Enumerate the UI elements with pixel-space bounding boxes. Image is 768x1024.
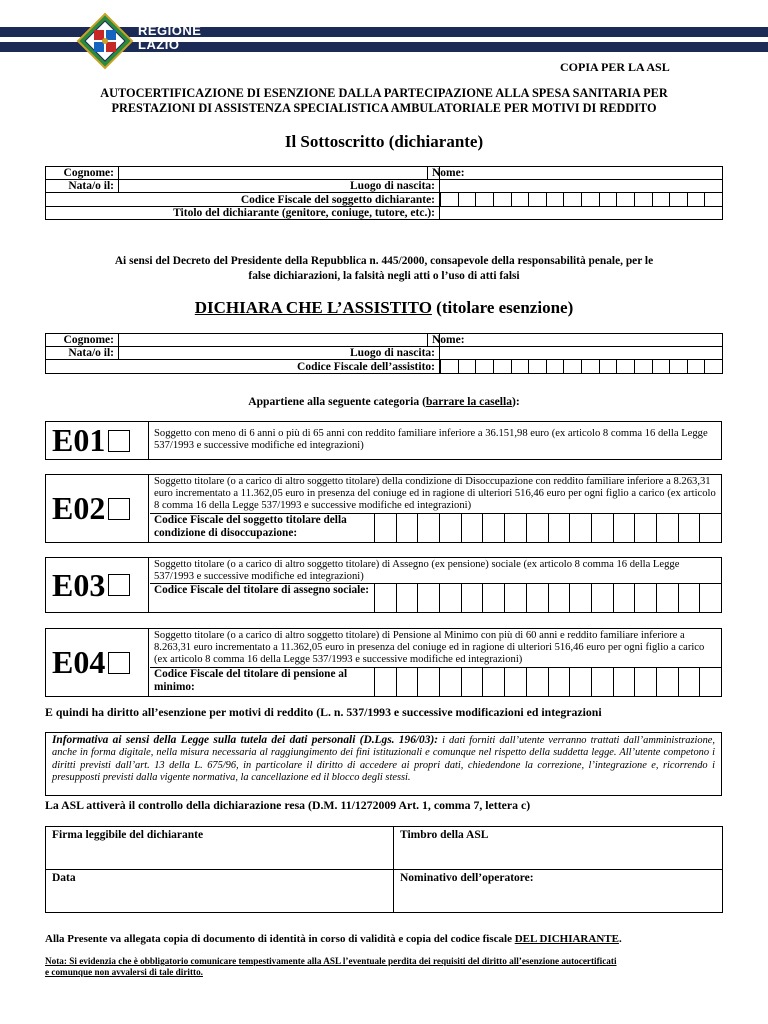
category-e02-cf-label: Codice Fiscale del soggetto titolare della condizione di disoccupazione:	[150, 514, 375, 542]
declarant-table	[45, 166, 723, 220]
signature-operatore-cell[interactable]	[394, 870, 723, 913]
privacy-body: i dati forniti dall’utente verranno trattati dall’amministrazione, anche in forma digitale, nella misura necessaria al raggiungimento dei fini istituzionali e comunque nel rispetto della suddetta legge. All’utente competono i diritti previsti dall’art. 13 della L. 675/96, in particolare il diritto di accedere ai propri dati, chiedendone la correzione, l’integrazione e, ricorrendo i presupposti previsti dalla vigente normativa, la cancellazione ed il blocco degli stessi.	[52, 735, 715, 783]
assisted-heading	[0, 298, 768, 318]
category-e02	[45, 474, 722, 543]
category-intro-suffix: ):	[512, 395, 520, 408]
assisted-heading-suffix: (titolare esenzione)	[431, 298, 574, 317]
declarant-titolo-label: Titolo del dichiarante (genitore, coniuge, tutore, etc.):	[46, 207, 440, 220]
category-e03-cf-row	[150, 583, 721, 612]
logo-wordmark	[138, 24, 201, 52]
assisted-cf-boxes[interactable]	[440, 360, 723, 374]
exemption-statement: E quindi ha diritto all’esenzione per motivi di reddito (L. n. 537/1993 e successive modificazioni ed integrazioni	[45, 705, 602, 719]
signature-table	[45, 826, 723, 913]
declarant-nome-field[interactable]	[440, 167, 723, 180]
category-e02-label: E02	[52, 490, 106, 526]
category-e01	[45, 421, 722, 460]
category-e03	[45, 557, 722, 613]
category-e02-cf-row	[150, 513, 721, 542]
category-e02-checkbox[interactable]	[108, 498, 130, 520]
category-e04-cf-row	[150, 667, 721, 696]
signature-firma-cell[interactable]	[46, 827, 394, 870]
assisted-cognome-field[interactable]	[119, 334, 428, 347]
category-e04-cf-label: Codice Fiscale del titolare di pensione al minimo:	[150, 668, 375, 696]
category-e02-cf-boxes[interactable]	[375, 514, 721, 542]
category-e04	[45, 628, 722, 697]
category-e04-code	[46, 629, 149, 696]
copy-label: COPIA PER LA ASL	[560, 60, 670, 74]
category-e01-checkbox[interactable]	[108, 430, 130, 452]
assisted-cf-label: Codice Fiscale dell’assistito:	[46, 360, 440, 374]
footer-note	[45, 956, 617, 978]
assisted-nato-label: Nata/o il:	[46, 347, 119, 360]
category-e01-desc: Soggetto con meno di 6 anni o più di 65 anni con reddito familiare inferiore a 36.151,98 euro (ex articolo 8 comma 16 della Legge 537/1993 e successive modifiche ed integrazioni)	[154, 428, 708, 451]
category-intro-prefix: Appartiene alla seguente categoria (	[248, 395, 426, 408]
assisted-heading-main: DICHIARA CHE L’ASSISTITO	[194, 298, 432, 317]
declarant-cf-boxes[interactable]	[440, 193, 723, 207]
assisted-nome-field[interactable]	[440, 334, 723, 347]
signature-timbro-label: Timbro della ASL	[400, 829, 489, 841]
form-title	[0, 86, 768, 116]
category-e03-cf-label: Codice Fiscale del titolare di assegno sociale:	[150, 584, 375, 612]
category-e01-label: E01	[52, 422, 106, 458]
declarant-luogo-label: Luogo di nascita:	[119, 180, 440, 193]
assisted-luogo-label: Luogo di nascita:	[119, 347, 440, 360]
declarant-titolo-field[interactable]	[440, 207, 723, 220]
category-e03-checkbox[interactable]	[108, 574, 130, 596]
category-intro-underlined: barrare la casella	[425, 395, 513, 408]
category-e02-code	[46, 475, 149, 542]
regione-lazio-logo	[77, 13, 133, 69]
category-e03-cf-boxes[interactable]	[375, 584, 721, 612]
signature-firma-label: Firma leggibile del dichiarante	[52, 829, 204, 841]
legal-statement	[40, 254, 728, 284]
declarant-luogo-field[interactable]	[440, 180, 723, 193]
category-e04-cf-boxes[interactable]	[375, 668, 721, 696]
category-e03-label: E03	[52, 566, 106, 603]
form-title-line-1: AUTOCERTIFICAZIONE DI ESENZIONE DALLA PARTECIPAZIONE ALLA SPESA SANITARIA PER	[100, 86, 668, 100]
attachment-suffix: .	[618, 933, 622, 945]
privacy-notice	[45, 732, 722, 796]
form-title-line-2: PRESTAZIONI DI ASSISTENZA SPECIALISTICA AMBULATORIALE PER MOTIVI DI REDDITO	[111, 101, 657, 115]
asl-control: La ASL attiverà il controllo della dichiarazione resa (D.M. 11/1272009 Art. 1, comma 7, lettera c)	[45, 798, 531, 812]
attachment-underlined: DEL DICHIARANTE	[514, 933, 619, 945]
category-e04-checkbox[interactable]	[108, 652, 130, 674]
signature-operatore-label: Nominativo dell’operatore:	[400, 872, 534, 884]
category-e03-code	[46, 558, 149, 612]
assisted-nome-text: Nome:	[432, 334, 465, 346]
legal-statement-line-2: false dichiarazioni, la falsità negli atti o l’uso di atti falsi	[248, 270, 520, 282]
attachment-note	[45, 933, 622, 945]
footer-note-line-2: e comunque non avvalersi di tale diritto.	[45, 967, 203, 977]
category-e02-desc: Soggetto titolare (o a carico di altro soggetto titolare) della condizione di Disoccupazione con reddito familiare inferiore a 8.263,31 euro incrementato a 11.362,05 euro in presenza del coniuge ed in ragione di ulteriori 516,46 euro per ogni figlio a carico (ex articolo 8 comma 16 della Legge 537/1993 e successive modifiche ed integrazioni)	[154, 476, 716, 511]
footer-note-line-1: Nota: Si evidenzia che è obbligatorio comunicare tempestivamente alla ASL l’eventuale perdita dei requisiti del diritto all’esenzione autocertificati	[45, 956, 617, 966]
declarant-nome-text: Nome:	[432, 167, 465, 179]
declarant-cf-label: Codice Fiscale del soggetto dichiarante:	[46, 193, 440, 207]
declarant-nome-label	[428, 167, 465, 180]
privacy-heading: Informativa ai sensi della Legge sulla tutela dei dati personali (D.Lgs. 196/03):	[52, 734, 439, 746]
assisted-luogo-field[interactable]	[440, 347, 723, 360]
assisted-table	[45, 333, 723, 374]
attachment-prefix: Alla Presente va allegata copia di documento di identità in corso di validità e copia del codice fiscale	[45, 933, 515, 945]
logo-line-1: REGIONE	[138, 23, 202, 38]
declarant-heading: Il Sottoscritto (dichiarante)	[284, 132, 484, 151]
category-e04-desc: Soggetto titolare (o a carico di altro soggetto titolare) di Pensione al Minimo con più di 60 anni e reddito familiare inferiore a 8.263,31 euro incrementato a 11.362,05 euro in presenza del coniuge ed in ragione di ulteriori 516,46 euro per ogni figlio a carico (ex articolo 8 comma 16 della Legge 537/1993 e successive modifiche ed integrazioni)	[154, 630, 705, 665]
signature-timbro-cell[interactable]	[394, 827, 723, 870]
assisted-nome-label	[428, 334, 465, 347]
declarant-cognome-field[interactable]	[119, 167, 428, 180]
category-e01-code	[46, 422, 149, 459]
assisted-cognome-label: Cognome:	[46, 334, 119, 347]
declarant-cognome-label: Cognome:	[46, 167, 119, 180]
category-e03-desc: Soggetto titolare (o a carico di altro soggetto titolare) di Assegno (ex pensione) sociale (ex articolo 8 comma 16 della Legge 537/1993 e successive modifiche ed integrazioni)	[154, 559, 680, 582]
category-e04-label: E04	[52, 644, 106, 680]
signature-data-cell[interactable]	[46, 870, 394, 913]
category-intro	[0, 395, 768, 408]
legal-statement-line-1: Ai sensi del Decreto del Presidente della Repubblica n. 445/2000, consapevole della responsabilità penale, per le	[114, 255, 654, 267]
signature-data-label: Data	[52, 872, 76, 884]
logo-line-2: LAZIO	[138, 37, 180, 52]
declarant-nato-label: Nata/o il:	[46, 180, 119, 193]
